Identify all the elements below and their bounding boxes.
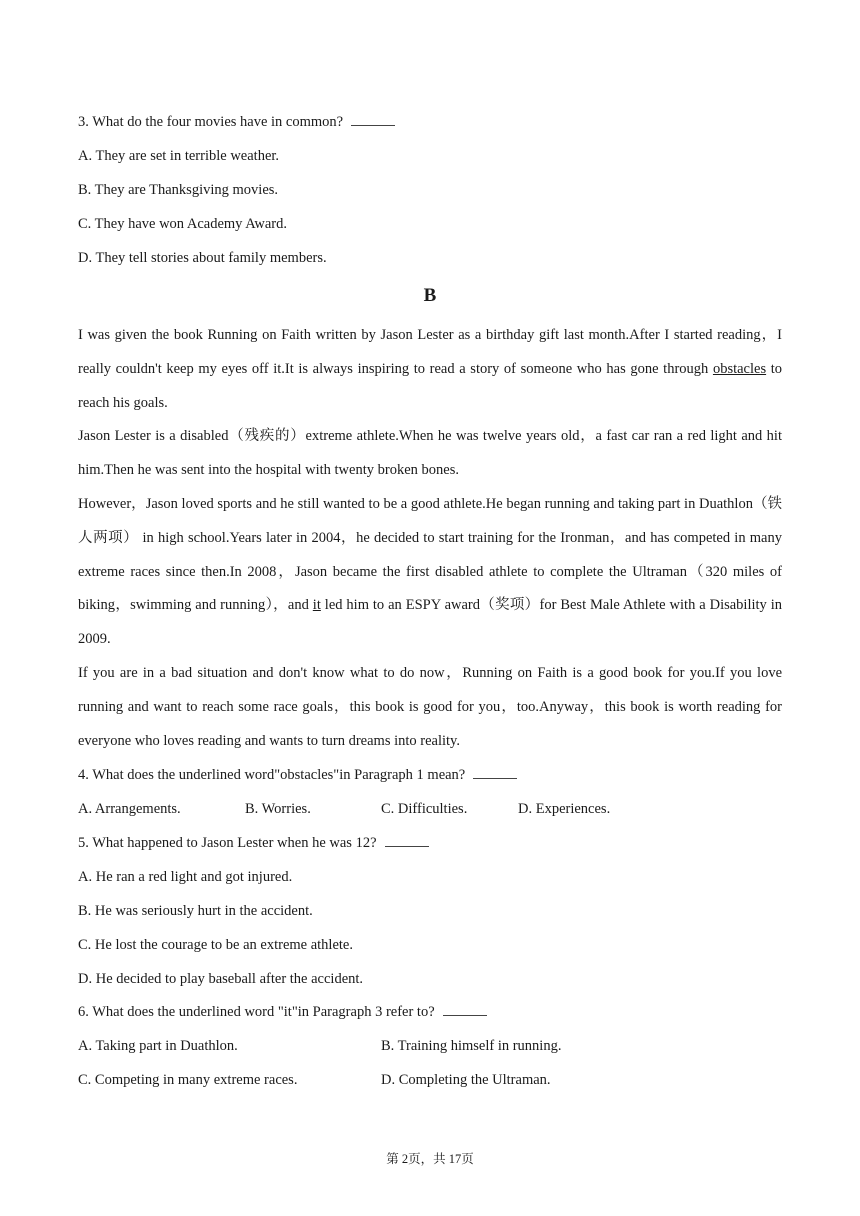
question-5-text: 5. What happened to Jason Lester when he was 12? [78, 835, 377, 851]
q3-option-a: A. They are set in terrible weather. [78, 148, 280, 164]
q6-option-d: D. Completing the Ultraman. [381, 1072, 551, 1088]
answer-blank[interactable] [443, 1003, 487, 1016]
question-3 [78, 113, 395, 131]
q5-option-b: B. He was seriously hurt in the accident. [78, 903, 313, 919]
q6-option-c: C. Competing in many extreme races. [78, 1072, 298, 1088]
underlined-word-it: it [312, 597, 321, 614]
answer-blank[interactable] [473, 766, 517, 779]
section-heading: B [423, 285, 437, 306]
q4-option-a: A. Arrangements. [78, 801, 181, 817]
paragraph-1-text-start: I was given the book Running on Faith written by Jason Lester as a birthday gift last month.After I started reading，I really couldn't keep my eyes off it.It is always inspiring to read a story of someone who has gone through [78, 327, 782, 377]
paragraph-3-text-start: However，Jason loved sports and he still wanted to be a good athlete.He began running and taking part in Duathlon（铁人两项） in high school.Years later in 2004，he decided to start training for the Ironman，and has competed in many extreme races since then.In 2008，Jason became the first disabled athlete to complete the Ultraman（320 miles of biking，swimming and running），and [78, 495, 782, 614]
question-6-text: 6. What does the underlined word "it"in Paragraph 3 refer to? [78, 1004, 435, 1020]
underlined-word-obstacles: obstacles [712, 360, 767, 377]
q4-option-d: D. Experiences. [518, 801, 611, 817]
q4-option-b: B. Worries. [245, 801, 311, 817]
page-number: 第 2页，共 17页 [386, 1152, 474, 1166]
q3-option-c: C. They have won Academy Award. [78, 216, 288, 232]
paragraph-3-text-end: led him to an ESPY award（奖项）for Best Male Athlete with a Disability in 2009. [78, 597, 783, 648]
q5-option-c: C. He lost the courage to be an extreme athlete. [78, 937, 353, 953]
q6-option-a: A. Taking part in Duathlon. [78, 1038, 238, 1054]
passage-paragraph-4: If you are in a bad situation and don't know what to do now，Running on Faith is a good book for you.If you love running and want to reach some race goals，this book is good for you，too.Anyway，this book is worth reading for everyone who loves reading and wants to turn dreams into reality. [78, 664, 782, 749]
q5-option-d: D. He decided to play baseball after the accident. [78, 971, 364, 987]
q4-option-c: C. Difficulties. [381, 801, 468, 817]
q3-option-b: B. They are Thanksgiving movies. [78, 182, 279, 198]
question-5 [78, 834, 429, 852]
q5-option-a: A. He ran a red light and got injured. [78, 869, 293, 885]
passage-paragraph-2: Jason Lester is a disabled（残疾的）extreme athlete.When he was twelve years old，a fast car ran a red light and hit him.Then he was sent into the hospital with twenty broken bones. [78, 428, 782, 479]
q3-option-d: D. They tell stories about family members. [78, 250, 327, 266]
answer-blank[interactable] [351, 113, 395, 126]
q6-option-b: B. Training himself in running. [381, 1038, 562, 1054]
question-3-text: 3. What do the four movies have in common? [78, 114, 344, 130]
question-4 [78, 766, 517, 784]
passage-paragraph-1 [78, 319, 782, 420]
paragraph-1-text-end: to reach his goals. [78, 360, 783, 411]
question-4-text: 4. What does the underlined word"obstacles"in Paragraph 1 mean? [78, 767, 466, 783]
passage [78, 319, 782, 758]
question-6 [78, 1003, 487, 1021]
answer-blank[interactable] [385, 834, 429, 847]
passage-paragraph-3 [78, 488, 782, 657]
